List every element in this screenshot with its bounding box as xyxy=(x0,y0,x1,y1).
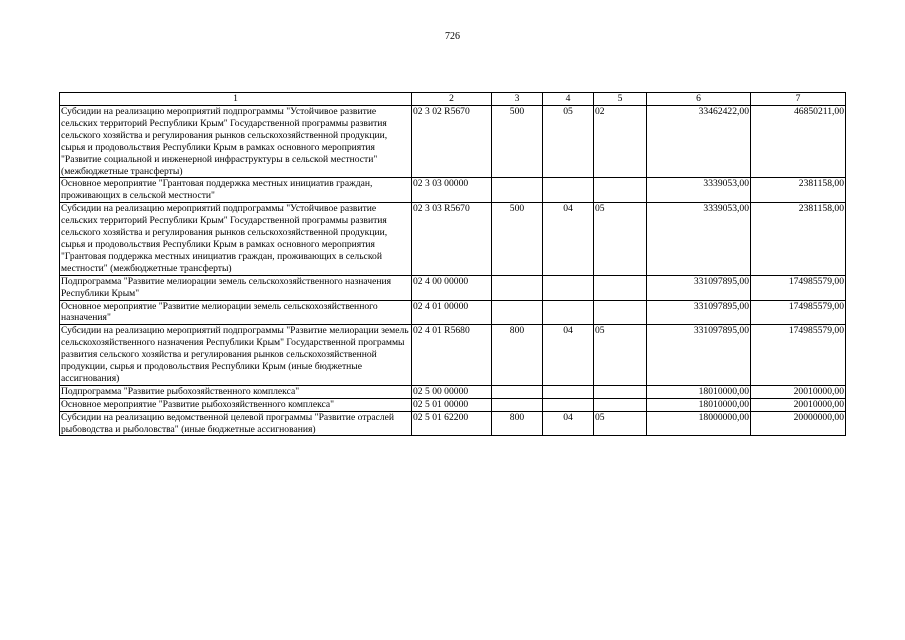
column-header-6: 6 xyxy=(647,93,751,106)
row-amount-2: 2381158,00 xyxy=(751,178,846,203)
row-amount-1: 18010000,00 xyxy=(647,398,751,411)
row-section: 04 xyxy=(543,203,594,275)
row-amount-1: 331097895,00 xyxy=(647,275,751,300)
column-header-7: 7 xyxy=(751,93,846,106)
table-row xyxy=(60,300,846,325)
table-row xyxy=(60,411,846,436)
row-type-code: 500 xyxy=(492,106,543,178)
row-section xyxy=(543,300,594,325)
row-type-code xyxy=(492,178,543,203)
row-name: Субсидии на реализацию мероприятий подпрограммы "Развитие мелиорации земель сельскохозяйственного назначения Республики Крым" Государственной программы развития сельского хозяйства и регулирования рынков сельскохозяйственной продукции, сырья и продовольствия Республики Крым (иные бюджетные ассигнования) xyxy=(60,325,412,386)
row-type-code xyxy=(492,300,543,325)
column-header-2: 2 xyxy=(412,93,492,106)
row-section: 04 xyxy=(543,325,594,386)
row-amount-1: 18000000,00 xyxy=(647,411,751,436)
row-section xyxy=(543,275,594,300)
row-amount-1: 331097895,00 xyxy=(647,300,751,325)
row-type-code: 500 xyxy=(492,203,543,275)
row-amount-2: 20010000,00 xyxy=(751,385,846,398)
table-row xyxy=(60,385,846,398)
row-subsection xyxy=(594,385,647,398)
row-code: 02 4 01 00000 xyxy=(412,300,492,325)
row-subsection xyxy=(594,275,647,300)
row-amount-1: 331097895,00 xyxy=(647,325,751,386)
header-row xyxy=(60,93,846,106)
row-section: 05 xyxy=(543,106,594,178)
row-amount-1: 18010000,00 xyxy=(647,385,751,398)
row-code: 02 4 01 R5680 xyxy=(412,325,492,386)
row-amount-1: 33462422,00 xyxy=(647,106,751,178)
row-amount-2: 174985579,00 xyxy=(751,325,846,386)
row-subsection xyxy=(594,398,647,411)
table-row xyxy=(60,398,846,411)
row-type-code xyxy=(492,275,543,300)
row-subsection: 02 xyxy=(594,106,647,178)
row-section: 04 xyxy=(543,411,594,436)
table-row xyxy=(60,178,846,203)
table-row xyxy=(60,203,846,275)
table-row xyxy=(60,275,846,300)
budget-table xyxy=(59,92,846,436)
row-code: 02 5 00 00000 xyxy=(412,385,492,398)
row-name: Подпрограмма "Развитие мелиорации земель сельскохозяйственного назначения Республики Крым" xyxy=(60,275,412,300)
column-header-4: 4 xyxy=(543,93,594,106)
row-name: Основное мероприятие "Развитие рыбохозяйственного комплекса" xyxy=(60,398,412,411)
row-subsection: 05 xyxy=(594,203,647,275)
row-amount-2: 2381158,00 xyxy=(751,203,846,275)
row-amount-2: 20000000,00 xyxy=(751,411,846,436)
row-type-code: 800 xyxy=(492,411,543,436)
row-code: 02 4 00 00000 xyxy=(412,275,492,300)
row-name: Субсидии на реализацию мероприятий подпрограммы "Устойчивое развитие сельских территорий Республики Крым" Государственной программы развития сельского хозяйства и регулирования рынков сельскохозяйственной продукции, сырья и продовольствия Республики Крым в рамках основного мероприятия "Грантовая поддержка местных инициатив граждан, проживающих в сельской местности" (межбюджетные трансферты) xyxy=(60,203,412,275)
row-section xyxy=(543,385,594,398)
row-name: Субсидии на реализацию ведомственной целевой программы "Развитие отраслей рыбоводства и рыболовства" (иные бюджетные ассигнования) xyxy=(60,411,412,436)
row-code: 02 3 02 R5670 xyxy=(412,106,492,178)
column-header-3: 3 xyxy=(492,93,543,106)
column-header-5: 5 xyxy=(594,93,647,106)
row-type-code xyxy=(492,398,543,411)
row-name: Подпрограмма "Развитие рыбохозяйственного комплекса" xyxy=(60,385,412,398)
page-number: 726 xyxy=(445,31,460,42)
row-amount-2: 46850211,00 xyxy=(751,106,846,178)
row-subsection: 05 xyxy=(594,325,647,386)
row-type-code: 800 xyxy=(492,325,543,386)
row-section xyxy=(543,398,594,411)
row-amount-1: 3339053,00 xyxy=(647,203,751,275)
row-amount-1: 3339053,00 xyxy=(647,178,751,203)
row-name: Основное мероприятие "Грантовая поддержка местных инициатив граждан, проживающих в сельской местности" xyxy=(60,178,412,203)
row-subsection xyxy=(594,178,647,203)
row-amount-2: 20010000,00 xyxy=(751,398,846,411)
column-header-1: 1 xyxy=(60,93,412,106)
row-code: 02 3 03 00000 xyxy=(412,178,492,203)
row-code: 02 3 03 R5670 xyxy=(412,203,492,275)
row-code: 02 5 01 00000 xyxy=(412,398,492,411)
table-row xyxy=(60,325,846,386)
row-type-code xyxy=(492,385,543,398)
row-name: Основное мероприятие "Развитие мелиорации земель сельскохозяйственного назначения" xyxy=(60,300,412,325)
row-amount-2: 174985579,00 xyxy=(751,300,846,325)
row-subsection xyxy=(594,300,647,325)
table-row xyxy=(60,106,846,178)
row-amount-2: 174985579,00 xyxy=(751,275,846,300)
row-subsection: 05 xyxy=(594,411,647,436)
row-code: 02 5 01 62200 xyxy=(412,411,492,436)
row-section xyxy=(543,178,594,203)
row-name: Субсидии на реализацию мероприятий подпрограммы "Устойчивое развитие сельских территорий Республики Крым" Государственной программы развития сельского хозяйства и регулирования рынков сельскохозяйственной продукции, сырья и продовольствия Республики Крым в рамках основного мероприятия "Развитие социальной и инженерной инфраструктуры в сельской местности" (межбюджетные трансферты) xyxy=(60,106,412,178)
